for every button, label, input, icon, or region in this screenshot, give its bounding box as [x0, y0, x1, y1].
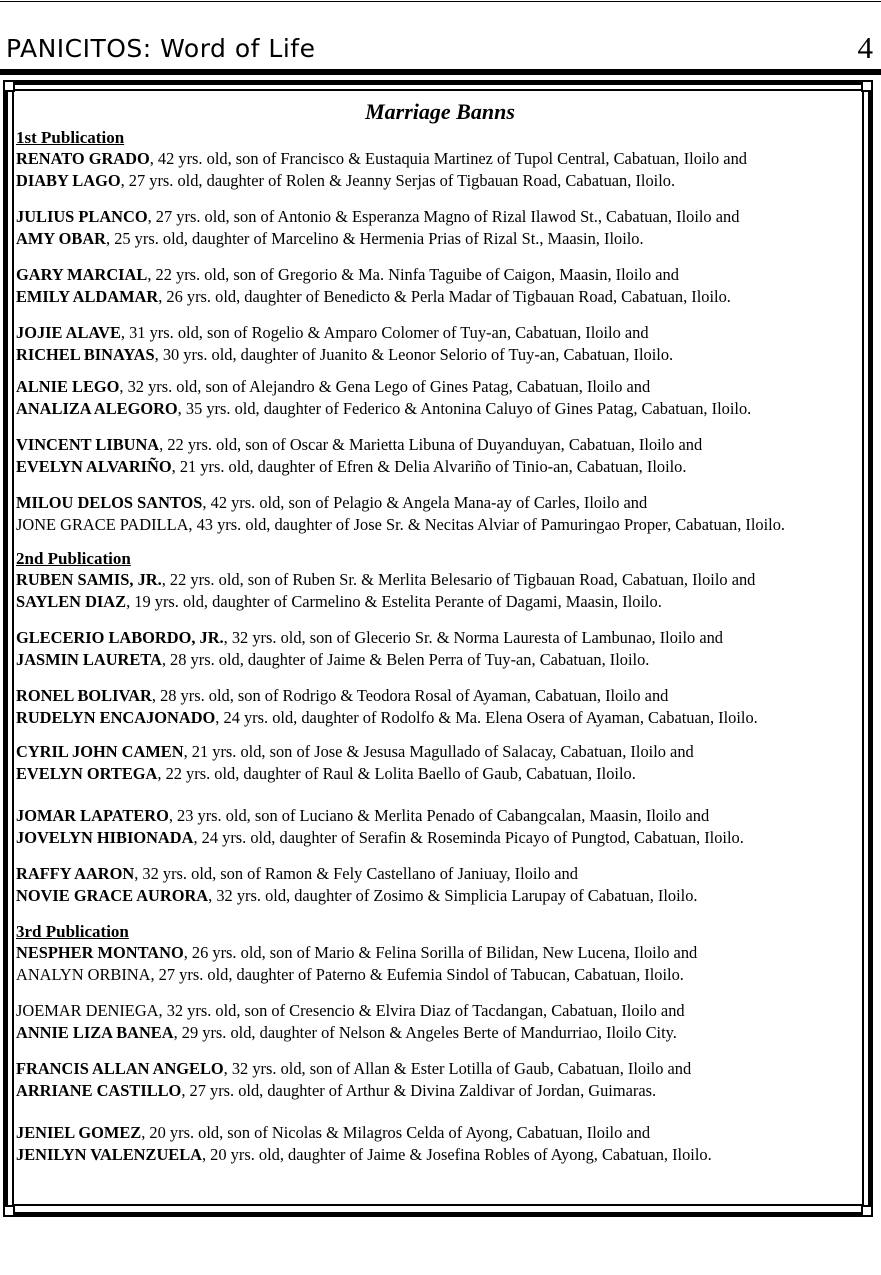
groom-line: [16, 805, 864, 827]
groom-details: , 28 yrs. old, son of Rodrigo & Teodora Rosal of Ayaman, Cabatuan, Iloilo and: [151, 686, 669, 705]
groom-line: [16, 376, 864, 398]
bride-details: , 30 yrs. old, daughter of Juanito & Leonor Selorio of Tuy-an, Cabatuan, Iloilo.: [154, 345, 674, 364]
bride-line: [16, 707, 864, 729]
groom-details: , 22 yrs. old, son of Ruben Sr. & Merlita Belesario of Tigbauan Road, Cabatuan, Iloilo and: [161, 570, 756, 589]
bride-details: , 27 yrs. old, daughter of Arthur & Divina Zaldivar of Jordan, Guimaras.: [181, 1081, 657, 1100]
banns-entry: [16, 685, 864, 729]
bride-line: [16, 170, 864, 192]
groom-name: CYRIL JOHN CAMEN: [16, 742, 184, 761]
groom-line: [16, 569, 864, 591]
groom-details: , 20 yrs. old, son of Nicolas & Milagros Celda of Ayong, Cabatuan, Iloilo and: [141, 1123, 651, 1142]
banns-title: Marriage Banns: [365, 99, 515, 124]
bride-line: [16, 649, 864, 671]
groom-line: [16, 1122, 864, 1144]
bride-name: JENILYN VALENZUELA: [16, 1145, 202, 1164]
bride-name: RUDELYN ENCAJONADO: [16, 708, 216, 727]
groom-details: , 32 yrs. old, son of Allan & Ester Lotilla of Gaub, Cabatuan, Iloilo and: [223, 1059, 692, 1078]
groom-line: [16, 322, 864, 344]
banns-entry: [16, 148, 864, 192]
groom-details: , 23 yrs. old, son of Luciano & Merlita Penado of Cabangcalan, Maasin, Iloilo and: [168, 806, 710, 825]
bride-name: SAYLEN DIAZ: [16, 592, 127, 611]
bride-details: , 27 yrs. old, daughter of Rolen & Jeanny Serjas of Tigbauan Road, Cabatuan, Iloilo.: [120, 171, 676, 190]
bride-line: [16, 286, 864, 308]
bride-details: ANALYN ORBINA, 27 yrs. old, daughter of Paterno & Eufemia Sindol of Tabucan, Cabatuan, Iloilo.: [16, 965, 684, 984]
groom-line: [16, 1058, 864, 1080]
groom-line: [16, 863, 864, 885]
banns-entry: [16, 942, 864, 986]
groom-details: , 31 yrs. old, son of Rogelio & Amparo Colomer of Tuy-an, Cabatuan, Iloilo and: [120, 323, 649, 342]
groom-details: , 42 yrs. old, son of Francisco & Eustaquia Martinez of Tupol Central, Cabatuan, Iloilo and: [149, 149, 747, 168]
groom-details: , 22 yrs. old, son of Gregorio & Ma. Ninfa Taguibe of Caigon, Maasin, Iloilo and: [147, 265, 679, 284]
groom-details: JOEMAR DENIEGA, 32 yrs. old, son of Cresencio & Elvira Diaz of Tacdangan, Cabatuan, Iloilo and: [16, 1001, 685, 1020]
banns-entry: [16, 863, 864, 907]
section-heading: 2nd Publication: [16, 549, 131, 568]
bride-line: [16, 228, 864, 250]
groom-line: [16, 741, 864, 763]
groom-line: [16, 206, 864, 228]
bride-line: [16, 885, 864, 907]
groom-name: RONEL BOLIVAR: [16, 686, 152, 705]
bride-line: [16, 964, 864, 986]
bride-details: , 20 yrs. old, daughter of Jaime & Josefina Robles of Ayong, Cabatuan, Iloilo.: [201, 1145, 712, 1164]
page-number: 4: [857, 30, 873, 65]
bride-line: [16, 1022, 864, 1044]
bride-details: , 32 yrs. old, daughter of Zosimo & Simplicia Larupay of Cabatuan, Iloilo.: [208, 886, 698, 905]
frame-corner: [3, 80, 15, 92]
bride-line: [16, 344, 864, 366]
banns-content: [16, 99, 864, 1166]
bride-details: , 29 yrs. old, daughter of Nelson & Angeles Berte of Mandurriao, Iloilo City.: [173, 1023, 677, 1042]
frame-corner: [861, 1205, 873, 1217]
banns-entry: [16, 1000, 864, 1044]
banns-entry: [16, 206, 864, 250]
bride-line: [16, 1080, 864, 1102]
groom-line: [16, 434, 864, 456]
banns-entry: [16, 264, 864, 308]
groom-name: VINCENT LIBUNA: [16, 435, 160, 454]
groom-name: FRANCIS ALLAN ANGELO: [16, 1059, 224, 1078]
groom-line: [16, 264, 864, 286]
groom-name: GARY MARCIAL: [16, 265, 148, 284]
bride-line: [16, 1144, 864, 1166]
bride-name: DIABY LAGO: [16, 171, 121, 190]
bride-line: [16, 398, 864, 420]
bride-line: [16, 514, 864, 536]
groom-name: ALNIE LEGO: [16, 377, 120, 396]
bride-details: , 19 yrs. old, daughter of Carmelino & Estelita Perante of Dagami, Maasin, Iloilo.: [126, 592, 662, 611]
groom-details: , 27 yrs. old, son of Antonio & Esperanza Magno of Rizal Ilawod St., Cabatuan, Iloilo and: [147, 207, 740, 226]
groom-name: GLECERIO LABORDO, JR.: [16, 628, 224, 647]
bride-details: , 28 yrs. old, daughter of Jaime & Belen Perra of Tuy-an, Cabatuan, Iloilo.: [161, 650, 650, 669]
bride-details: , 24 yrs. old, daughter of Rodolfo & Ma. Elena Osera of Ayaman, Cabatuan, Iloilo.: [215, 708, 758, 727]
groom-line: [16, 1000, 864, 1022]
page-header: [6, 30, 873, 68]
bride-name: NOVIE GRACE AURORA: [16, 886, 209, 905]
frame-corner: [3, 1205, 15, 1217]
groom-name: JULIUS PLANCO: [16, 207, 148, 226]
section-heading: 1st Publication: [16, 128, 125, 147]
bride-name: ARRIANE CASTILLO: [16, 1081, 182, 1100]
bride-line: [16, 827, 864, 849]
bride-name: RICHEL BINAYAS: [16, 345, 155, 364]
groom-details: , 26 yrs. old, son of Mario & Felina Sorilla of Bilidan, New Lucena, Iloilo and: [183, 943, 698, 962]
groom-line: [16, 942, 864, 964]
section-heading: 3rd Publication: [16, 922, 129, 941]
top-rule: [0, 1, 881, 2]
banns-entry: [16, 492, 864, 536]
bride-name: JOVELYN HIBIONADA: [16, 828, 194, 847]
groom-name: JOJIE ALAVE: [16, 323, 121, 342]
groom-line: [16, 492, 864, 514]
banns-entry: [16, 741, 864, 785]
groom-name: JENIEL GOMEZ: [16, 1123, 142, 1142]
groom-name: MILOU DELOS SANTOS: [16, 493, 203, 512]
groom-details: , 22 yrs. old, son of Oscar & Marietta Libuna of Duyanduyan, Cabatuan, Iloilo and: [159, 435, 703, 454]
publication-section: [16, 921, 864, 1166]
banns-entry: [16, 434, 864, 478]
banns-entry: [16, 627, 864, 671]
bride-details: , 21 yrs. old, daughter of Efren & Delia Alvariño of Tinio-an, Cabatuan, Iloilo.: [171, 457, 687, 476]
bride-name: EMILY ALDAMAR: [16, 287, 159, 306]
banns-entry: [16, 569, 864, 613]
publication-section: [16, 127, 864, 536]
groom-details: , 42 yrs. old, son of Pelagio & Angela Mana-ay of Carles, Iloilo and: [202, 493, 648, 512]
bride-details: JONE GRACE PADILLA, 43 yrs. old, daughter of Jose Sr. & Necitas Alviar of Pamuringao Proper, Cabatuan, Iloilo.: [16, 515, 785, 534]
banns-entry: [16, 1122, 864, 1166]
groom-details: , 21 yrs. old, son of Jose & Jesusa Magullado of Salacay, Cabatuan, Iloilo and: [183, 742, 694, 761]
groom-details: , 32 yrs. old, son of Glecerio Sr. & Norma Lauresta of Lambunao, Iloilo and: [223, 628, 724, 647]
header-rule: [0, 69, 881, 75]
groom-name: RAFFY AARON: [16, 864, 135, 883]
banns-entry: [16, 1058, 864, 1102]
groom-name: NESPHER MONTANO: [16, 943, 184, 962]
bride-details: , 35 yrs. old, daughter of Federico & Antonina Caluyo of Gines Patag, Cabatuan, Iloilo.: [177, 399, 752, 418]
bride-name: AMY OBAR: [16, 229, 106, 248]
banns-entry: [16, 376, 864, 420]
bride-name: JASMIN LAURETA: [16, 650, 162, 669]
bride-name: EVELYN ORTEGA: [16, 764, 158, 783]
groom-line: [16, 148, 864, 170]
bride-name: ANALIZA ALEGORO: [16, 399, 178, 418]
bride-details: , 26 yrs. old, daughter of Benedicto & Perla Madar of Tigbauan Road, Cabatuan, Iloilo.: [158, 287, 731, 306]
groom-line: [16, 685, 864, 707]
bride-name: ANNIE LIZA BANEA: [16, 1023, 174, 1042]
groom-details: , 32 yrs. old, son of Ramon & Fely Castellano of Janiuay, Iloilo and: [134, 864, 578, 883]
groom-details: , 32 yrs. old, son of Alejandro & Gena Lego of Gines Patag, Cabatuan, Iloilo and: [119, 377, 651, 396]
publication-section: [16, 548, 864, 907]
bride-details: , 22 yrs. old, daughter of Raul & Lolita Baello of Gaub, Cabatuan, Iloilo.: [157, 764, 636, 783]
groom-name: JOMAR LAPATERO: [16, 806, 169, 825]
bride-line: [16, 763, 864, 785]
bride-line: [16, 591, 864, 613]
bride-name: EVELYN ALVARIÑO: [16, 457, 172, 476]
publication-title: PANICITOS: Word of Life: [6, 34, 316, 63]
banns-entry: [16, 322, 864, 366]
frame-corner: [861, 80, 873, 92]
bride-details: , 24 yrs. old, daughter of Serafin & Roseminda Picayo of Pungtod, Cabatuan, Iloilo.: [193, 828, 744, 847]
bride-line: [16, 456, 864, 478]
banns-entry: [16, 805, 864, 849]
bride-details: , 25 yrs. old, daughter of Marcelino & Hermenia Prias of Rizal St., Maasin, Iloilo.: [106, 229, 644, 248]
groom-name: RUBEN SAMIS, JR.: [16, 570, 162, 589]
groom-line: [16, 627, 864, 649]
sections-container: [16, 127, 864, 1166]
groom-name: RENATO GRADO: [16, 149, 150, 168]
